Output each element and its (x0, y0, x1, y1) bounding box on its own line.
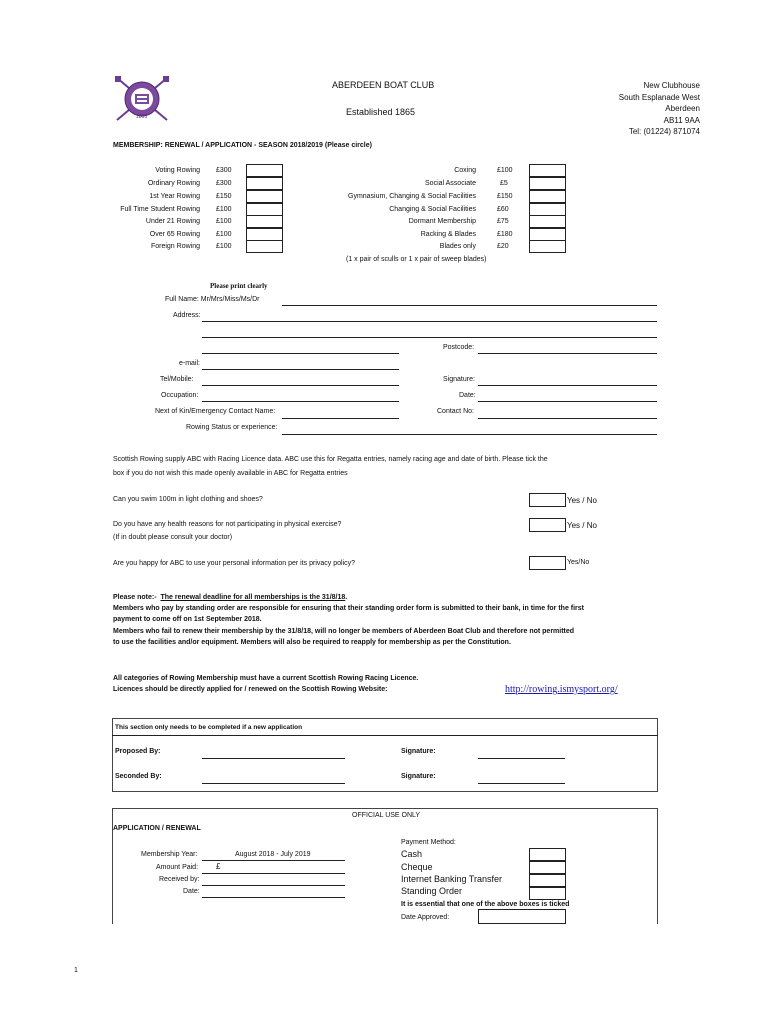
address-label: Address: (173, 312, 201, 319)
date-label: Date: (459, 392, 476, 399)
payment-method-label: Payment Method: (401, 839, 456, 846)
proposer-signature-field[interactable] (478, 758, 565, 759)
date-field[interactable] (478, 401, 657, 402)
fee-label: Changing & Social Facilities (389, 206, 476, 213)
fee-checkbox[interactable] (246, 215, 283, 228)
full-name-label: Full Name: Mr/Mrs/Miss/Ms/Dr (165, 296, 260, 303)
fee-price: £100 (216, 218, 232, 225)
address-line: South Esplanade West (618, 92, 700, 102)
payment-transfer-checkbox[interactable] (529, 874, 566, 887)
fee-price: £180 (497, 231, 513, 238)
rowing-status-label: Rowing Status or experience: (186, 424, 278, 431)
address-field[interactable] (202, 353, 399, 354)
tel-field[interactable] (202, 385, 399, 386)
signature-label: Signature: (401, 748, 436, 755)
contact-no-label: Contact No: (437, 408, 474, 415)
licence-note: All categories of Rowing Membership must have a current Scottish Rowing Racing Licence. (113, 675, 419, 682)
seconder-signature-field[interactable] (478, 783, 565, 784)
signature-label: Signature: (443, 376, 475, 383)
fee-price: £100 (216, 206, 232, 213)
fee-label: Ordinary Rowing (147, 180, 200, 187)
postcode-field[interactable] (478, 353, 657, 354)
fee-price: £100 (216, 243, 232, 250)
tel-label: Tel/Mobile: (160, 376, 194, 383)
amount-paid-label: Amount Paid: (156, 864, 199, 871)
signature-field[interactable] (478, 385, 657, 386)
fee-label: Gymnasium, Changing & Social Facilities (348, 193, 476, 200)
logo-year: 1865 (136, 114, 148, 120)
page-number: 1 (74, 967, 78, 974)
fee-label: Foreign Rowing (150, 243, 200, 250)
membership-year-field[interactable] (202, 860, 345, 861)
fee-label: 1st Year Rowing (149, 193, 200, 200)
swim-answer: Yes / No (567, 496, 597, 505)
rowing-status-field[interactable] (282, 434, 657, 435)
deadline-dot: . (345, 594, 348, 601)
seconded-by-label: Seconded By: (115, 773, 162, 780)
health-answer-box[interactable] (529, 518, 566, 532)
fee-label: Racking & Blades (420, 231, 476, 238)
email-field[interactable] (202, 369, 399, 370)
payment-cheque-checkbox[interactable] (529, 861, 566, 874)
health-note: (If in doubt please consult your doctor) (113, 534, 233, 541)
membership-year-value: August 2018 - July 2019 (235, 851, 311, 858)
fee-checkbox[interactable] (246, 190, 283, 203)
received-by-label: Received by: (159, 876, 200, 883)
fee-label: Social Associate (425, 180, 476, 187)
membership-year-label: Membership Year: (141, 851, 198, 858)
form-title: MEMBERSHIP: RENEWAL / APPLICATION - SEASON 2018/2019 (Please circle) (113, 142, 372, 149)
postcode-label: Postcode: (443, 344, 475, 351)
fee-price: £150 (216, 193, 232, 200)
blades-note: (1 x pair of sculls or 1 x pair of sweep blades) (346, 256, 487, 263)
fee-label: Coxing (454, 167, 476, 174)
swim-question: Can you swim 100m in light clothing and shoes? (113, 496, 263, 503)
official-use-title: OFFICIAL USE ONLY (352, 812, 421, 819)
payment-cash-checkbox[interactable] (529, 848, 566, 861)
fee-checkbox[interactable] (529, 177, 566, 190)
address-line: AB11 9AA (663, 115, 700, 125)
fee-checkbox[interactable] (246, 164, 283, 177)
full-name-field[interactable] (282, 305, 657, 306)
occupation-label: Occupation: (161, 392, 199, 399)
fee-checkbox[interactable] (529, 164, 566, 177)
contact-no-field[interactable] (478, 418, 657, 419)
print-clearly: Please print clearly (210, 282, 268, 290)
email-label: e-mail: (179, 360, 201, 367)
address-line: Tel: (01224) 871074 (628, 127, 700, 136)
fee-checkbox[interactable] (529, 215, 566, 228)
health-question: Do you have any health reasons for not participating in physical exercise? (113, 521, 342, 528)
scottish-rowing-text: Scottish Rowing supply ABC with Racing Licence data. ABC use this for Regatta entries, namely racing age and date of birth. Please tick the (113, 456, 548, 463)
fee-label: Under 21 Rowing (145, 218, 200, 225)
please-note: Please note:- (113, 594, 157, 601)
renewal-deadline-note (113, 594, 347, 601)
scottish-rowing-link[interactable]: http://rowing.ismysport.org/ (505, 684, 618, 695)
tick-note: It is essential that one of the above boxes is ticked (401, 901, 570, 908)
privacy-answer-box[interactable] (529, 556, 566, 570)
privacy-answer: Yes/No (567, 559, 590, 566)
fee-label: Dormant Membership (408, 218, 476, 225)
fee-price: £100 (216, 231, 232, 238)
fee-price: £100 (497, 167, 513, 174)
payment-method-cheque: Cheque (401, 862, 433, 872)
fee-price: £20 (497, 243, 509, 250)
pound-symbol: £ (216, 862, 221, 871)
club-address (619, 80, 700, 138)
next-of-kin-field[interactable] (282, 418, 399, 419)
address-line: New Clubhouse (643, 81, 700, 90)
fee-price: £60 (497, 206, 509, 213)
fee-price: £300 (216, 167, 232, 174)
established: Established 1865 (346, 107, 416, 117)
official-date-label: Date: (183, 888, 200, 895)
fee-price: £5 (500, 180, 508, 187)
fee-checkbox[interactable] (529, 240, 566, 253)
amount-paid-field[interactable] (202, 873, 345, 874)
swim-answer-box[interactable] (529, 493, 566, 507)
seconded-by-field[interactable] (202, 783, 345, 784)
payment-method-standing-order: Standing Order (401, 886, 463, 896)
occupation-field[interactable] (202, 401, 399, 402)
payment-method-transfer: Internet Banking Transfer (401, 874, 503, 884)
fail-renew-note: to use the facilities and/or equipment. Members will also be required to reapply for membership as per the Constitution. (113, 639, 511, 646)
section-divider (112, 735, 658, 736)
fee-label: Voting Rowing (155, 167, 200, 174)
fee-price: £150 (497, 193, 513, 200)
application-renewal: APPLICATION / RENEWAL (113, 825, 201, 832)
official-date-field[interactable] (202, 897, 345, 898)
proposed-by-label: Proposed By: (115, 748, 161, 755)
fail-renew-note: Members who fail to renew their membership by the 31/8/18, will no longer be members of Aberdeen Boat Club and therefore not permitted (113, 628, 575, 635)
fee-price: £300 (216, 180, 232, 187)
signature-label: Signature: (401, 773, 436, 780)
health-answer: Yes / No (567, 521, 597, 530)
address-field[interactable] (202, 337, 657, 338)
fee-label: Blades only (439, 243, 476, 250)
fee-label: Over 65 Rowing (149, 231, 200, 238)
deadline-text: The renewal deadline for all memberships is the 31/8/18 (160, 594, 346, 601)
date-approved-label: Date Approved: (401, 914, 450, 921)
scottish-rowing-text: box if you do not wish this made openly available in ABC for Regatta entries (113, 470, 348, 477)
address-field[interactable] (202, 321, 657, 322)
fee-checkbox[interactable] (246, 177, 283, 190)
payment-method-cash: Cash (401, 849, 423, 859)
fee-checkbox[interactable] (529, 190, 566, 203)
payment-standing-order-checkbox[interactable] (529, 887, 566, 900)
address-line: Aberdeen (665, 104, 700, 113)
club-logo (113, 74, 171, 124)
licence-note: Licences should be directly applied for / renewed on the Scottish Rowing Website: (113, 686, 388, 693)
new-application-title: This section only needs to be completed if a new application (115, 724, 303, 731)
fee-label: Full Time Student Rowing (120, 206, 200, 213)
proposed-by-field[interactable] (202, 758, 345, 759)
received-by-field[interactable] (202, 885, 345, 886)
fee-checkbox[interactable] (246, 240, 283, 253)
fee-price: £75 (497, 218, 509, 225)
standing-order-note: Members who pay by standing order are responsible for ensuring that their standing order form is submitted to their bank, in time for the first (113, 605, 585, 612)
privacy-question: Are you happy for ABC to use your personal information per its privacy policy? (113, 560, 356, 567)
next-of-kin-label: Next of Kin/Emergency Contact Name: (155, 408, 276, 415)
club-name: ABERDEEN BOAT CLUB (332, 80, 435, 90)
standing-order-note: payment to come off on 1st September 2018. (113, 616, 262, 623)
date-approved-field[interactable] (478, 909, 566, 924)
